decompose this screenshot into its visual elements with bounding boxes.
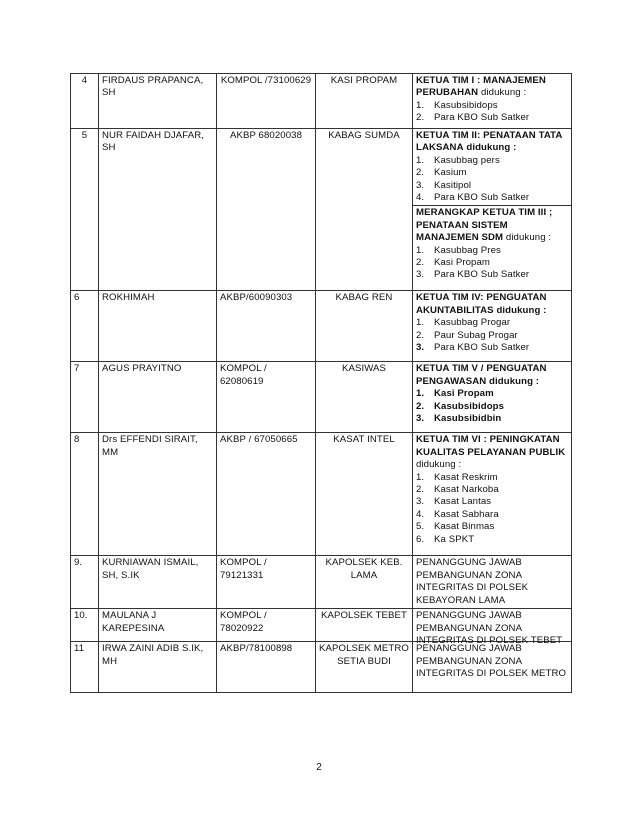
- task-text: PENANGGUNG JAWAB PEMBANGUNAN ZONA INTEGRITAS DI POLSEK METRO: [416, 643, 567, 680]
- officer-name: ROKHIMAH: [99, 291, 217, 362]
- position: KAPOLSEK KEB. LAMA: [316, 556, 413, 609]
- rank-nrp: AKBP/60090303: [217, 291, 316, 362]
- list-item: 2. Kasat Narkoba: [416, 484, 499, 496]
- task-title: KETUA TIM I : MANAJEMEN PERUBAHAN: [416, 75, 546, 99]
- list-item: 1. Kasat Reskrim: [416, 471, 498, 483]
- list-item: 1. Kasubbag Progar: [416, 317, 511, 329]
- rank-nrp: KOMPOL / 62080619: [217, 362, 316, 433]
- task-title: KETUA TIM V / PENGUATAN PENGAWASAN didukung :: [416, 363, 547, 387]
- rank-nrp: KOMPOL /73100629: [217, 74, 316, 129]
- support-list: [416, 317, 568, 354]
- task-cell: [413, 609, 572, 647]
- assignment-table: [70, 73, 572, 693]
- task-support: didukung :: [466, 142, 517, 154]
- page-number: 2: [316, 762, 322, 773]
- task-cell: [413, 556, 572, 609]
- task-support: didukung :: [416, 459, 462, 471]
- position: KASAT INTEL: [316, 433, 413, 556]
- table-row: [71, 433, 572, 556]
- task-title: KETUA TIM IV: PENGUATAN AKUNTABILITAS didukung :: [416, 292, 547, 316]
- task-cell: [413, 642, 572, 693]
- list-item: 2. Kasium: [416, 167, 467, 179]
- task-cell: [413, 74, 572, 129]
- table-row: [71, 556, 572, 609]
- task-cell: [413, 291, 572, 362]
- task-support: didukung :: [505, 232, 552, 244]
- officer-name: IRWA ZAINI ADIB S.IK, MH: [99, 642, 217, 693]
- task-title: MERANGKAP KETUA TIM III ; PENATAAN SISTEM MANAJEMEN SDM: [416, 207, 553, 244]
- officer-name: Drs EFFENDI SIRAIT, MM: [99, 433, 217, 556]
- position: KASI PROPAM: [316, 74, 413, 129]
- officer-name: FIRDAUS PRAPANCA, SH: [99, 74, 217, 129]
- rank-nrp: AKBP 68020038: [217, 129, 316, 291]
- row-number: 4: [71, 74, 99, 129]
- task-text: PENANGGUNG JAWAB PEMBANGUNAN ZONA INTEGRITAS DI POLSEK TEBET: [416, 610, 563, 647]
- list-item: 1. Kasubsibidops: [416, 99, 498, 111]
- list-item: 4. Kasat Sabhara: [416, 508, 499, 520]
- support-list: [416, 155, 568, 205]
- task-cell: [413, 206, 572, 291]
- list-item: 3. Kasat Lantas: [416, 496, 492, 508]
- position: KAPOLSEK TEBET: [316, 609, 413, 642]
- officer-name: KURNIAWAN ISMAIL, SH, S.IK: [99, 556, 217, 609]
- list-item: 3. Kasubsibidbin: [416, 413, 502, 425]
- table-row: [71, 291, 572, 362]
- position: KABAG REN: [316, 291, 413, 362]
- list-item: 1. Kasubbag Pres: [416, 244, 501, 256]
- row-number: 9.: [71, 556, 99, 609]
- list-item: 3. Kasitipol: [416, 179, 472, 191]
- rank-nrp: KOMPOL / 79121331: [217, 556, 316, 609]
- task-support: didukung :: [480, 87, 527, 99]
- officer-name: NUR FAIDAH DJAFAR, SH: [99, 129, 217, 291]
- table-row: [71, 74, 572, 129]
- officer-name: MAULANA J KAREPESINA: [99, 609, 217, 642]
- list-item: 1. Kasubbag pers: [416, 154, 500, 166]
- row-number: 10.: [71, 609, 99, 642]
- position: KABAG SUMDA: [316, 129, 413, 291]
- list-item: 3. Para KBO Sub Satker: [416, 342, 530, 354]
- row-number: 8: [71, 433, 99, 556]
- task-title: KETUA TIM II: PENATAAN TATA LAKSANA: [416, 130, 563, 154]
- list-item: 3. Para KBO Sub Satker: [416, 269, 530, 281]
- list-item: 5. Kasat Binmas: [416, 521, 495, 533]
- support-list: [416, 100, 568, 125]
- rank-nrp: AKBP/78100898: [217, 642, 316, 693]
- list-item: 2. Para KBO Sub Satker: [416, 112, 530, 124]
- row-number: 7: [71, 362, 99, 433]
- list-item: 4. Para KBO Sub Satker: [416, 192, 530, 204]
- task-cell: [413, 433, 572, 556]
- task-text: PENANGGUNG JAWAB PEMBANGUNAN ZONA INTEGRITAS DI POLSEK KEBAYORAN LAMA: [416, 557, 529, 606]
- task-title: KETUA TIM VI : PENINGKATAN KUALITAS PELAYANAN PUBLIK: [416, 434, 566, 458]
- row-number: 5: [71, 129, 99, 291]
- task-cell: [413, 362, 572, 433]
- table-row: [71, 609, 572, 642]
- rank-nrp: KOMPOL / 78020922: [217, 609, 316, 642]
- list-item: 2. Kasubsibidops: [416, 400, 505, 412]
- support-list: [416, 472, 568, 546]
- list-item: 2. Paur Subag Progar: [416, 329, 518, 341]
- list-item: 1. Kasi Propam: [416, 388, 494, 400]
- table-row: [71, 642, 572, 693]
- row-number: 11: [71, 642, 99, 693]
- rank-nrp: AKBP / 67050665: [217, 433, 316, 556]
- row-number: 6: [71, 291, 99, 362]
- list-item: 6. Ka SPKT: [416, 533, 475, 545]
- task-cell: [413, 129, 572, 206]
- position: KAPOLSEK METRO SETIA BUDI: [316, 642, 413, 693]
- support-list: [416, 245, 568, 282]
- table-row: [71, 362, 572, 433]
- table-row: [71, 129, 572, 206]
- list-item: 2. Kasi Propam: [416, 257, 491, 269]
- officer-name: AGUS PRAYITNO: [99, 362, 217, 433]
- position: KASIWAS: [316, 362, 413, 433]
- support-list: [416, 388, 568, 425]
